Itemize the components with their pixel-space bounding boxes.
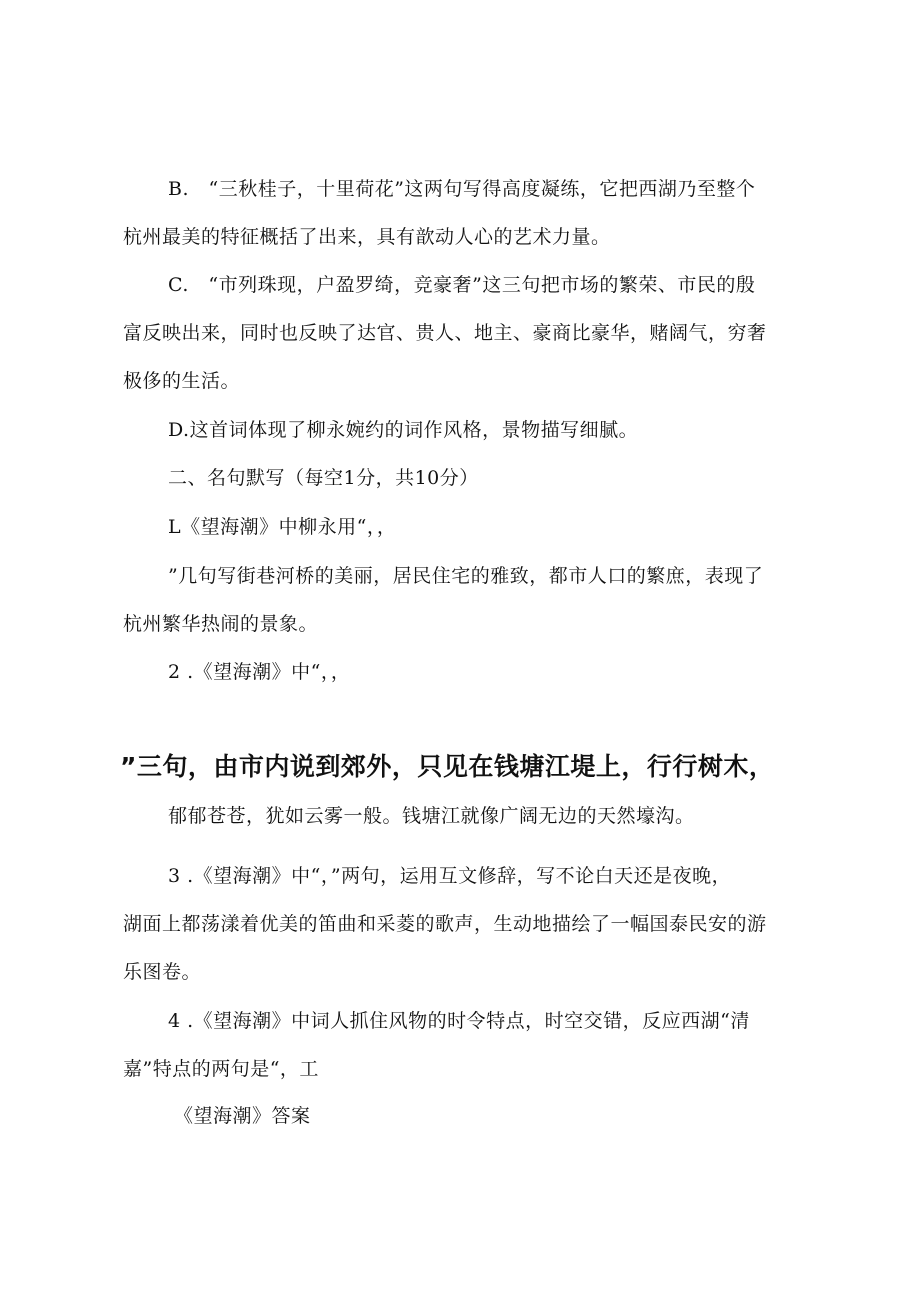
question-2-line-3: 郁郁苍苍，犹如云雾一般。钱塘江就像广阔无边的天然壕沟。 [168, 805, 695, 827]
option-d-line: D.这首词体现了柳永婉约的词作风格，景物描写细腻。 [168, 419, 639, 441]
option-b-line-2: 杭州最美的特征概括了出来，具有歆动人心的艺术力量。 [123, 226, 611, 248]
question-1-line-3: 杭州繁华热闹的景象。 [123, 613, 319, 635]
question-4-line-2: 嘉”特点的两句是“，工 [123, 1058, 319, 1080]
question-3-line-3: 乐图卷。 [123, 961, 202, 983]
question-3-line-2: 湖面上都荡漾着优美的笛曲和采菱的歌声，生动地描绘了一幅国泰民安的游 [123, 913, 767, 935]
question-2-line-1: 2 .《望海潮》中“，， [168, 661, 351, 683]
section-heading: 二、名句默写（每空1分，共10分） [168, 467, 479, 489]
option-c-line-2: 富反映出来，同时也反映了达官、贵人、地主、豪商比豪华，赌阔气，穷奢 [123, 322, 767, 344]
question-3-line-1: 3 .《望海潮》中“，”两句，运用互文修辞，写不论白天还是夜晚， [168, 865, 732, 887]
question-1-line-1: L《望海潮》中柳永用“，， [168, 516, 397, 538]
question-2-line-2: ”三句，由市内说到郊外，只见在钱塘江堤上，行行树木， [120, 752, 775, 781]
option-c-line-3: 极侈的生活。 [123, 370, 241, 392]
option-b-line-1: B. “三秋桂子，十里荷花”这两句写得高度凝练，它把西湖乃至整个 [168, 178, 756, 200]
question-4-line-1: 4 .《望海潮》中词人抓住风物的时令特点，时空交错，反应西湖“清 [168, 1010, 750, 1032]
option-c-line-1: C. “市列珠现，户盈罗绮，竞豪奢”这三句把市场的繁荣、市民的殷 [168, 274, 756, 296]
question-1-line-2: ”几句写街巷河桥的美丽，居民住宅的雅致，都市人口的繁庶，表现了 [168, 565, 764, 587]
answer-heading: 《望海潮》答案 [174, 1105, 311, 1127]
